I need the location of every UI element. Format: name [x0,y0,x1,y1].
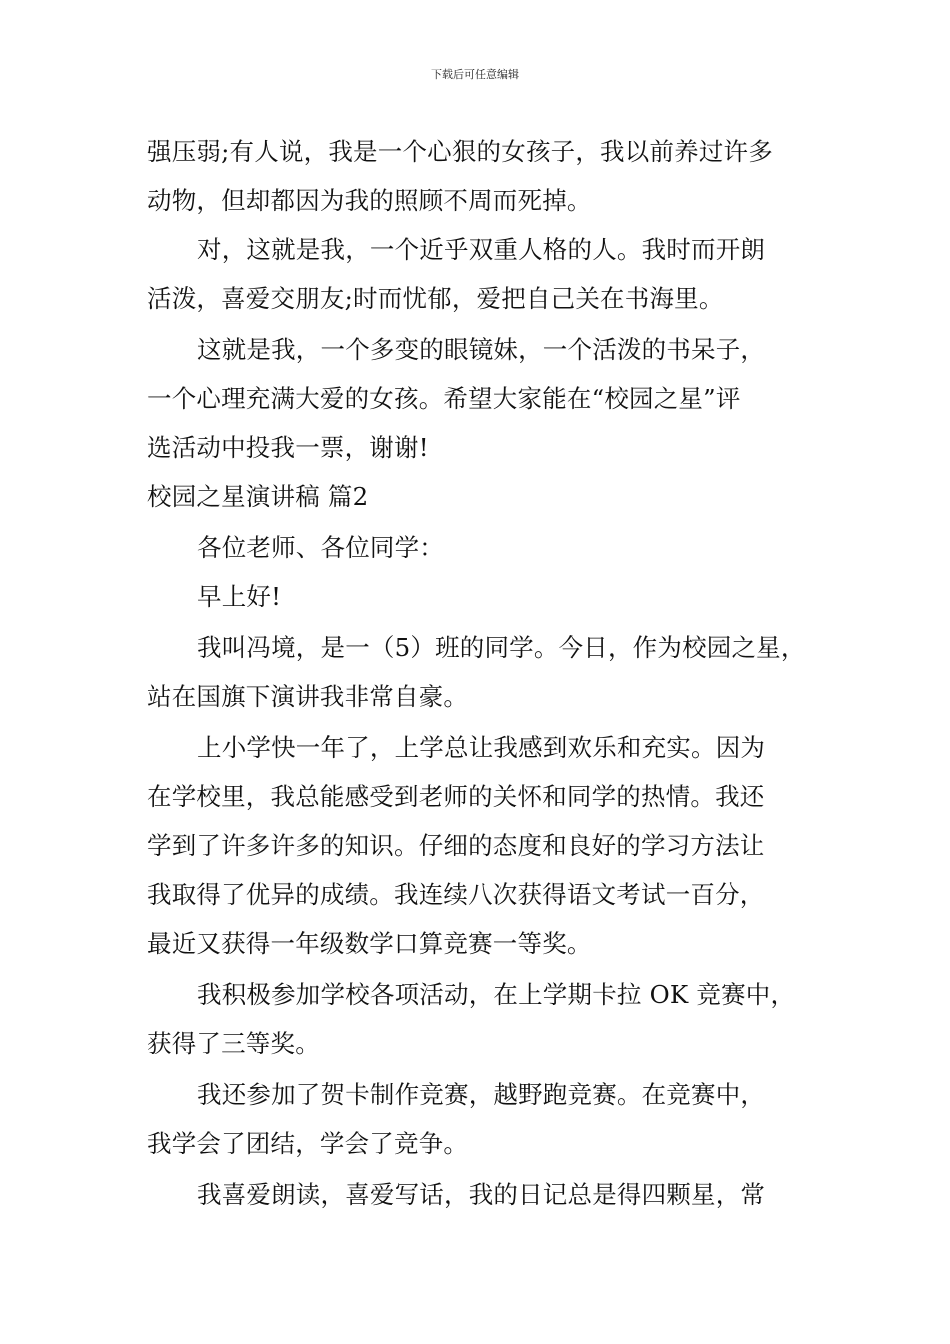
paragraph-line: 在学校里，我总能感受到老师的关怀和同学的热情。我还 [147,782,765,811]
paragraph-line: 各位老师、各位同学： [197,533,444,562]
paragraph-line: 最近又获得一年级数学口算竞赛一等奖。 [147,929,592,958]
page-header-note: 下载后可任意编辑 [431,68,519,81]
paragraph-line: 强压弱;有人说，我是一个心狠的女孩子，我以前养过许多 [147,137,773,166]
paragraph-line: 选活动中投我一票，谢谢! [147,433,429,462]
paragraph-line: 获得了三等奖。 [147,1029,320,1058]
paragraph-line: 我取得了优异的成绩。我连续八次获得语文考试一百分， [147,880,765,909]
paragraph-line: 一个心理充满大爱的女孩。希望大家能在“校园之星”评 [147,384,741,413]
paragraph-line: 早上好! [197,582,282,611]
paragraph-line: 这就是我，一个多变的眼镜妹，一个活泼的书呆子， [197,335,766,364]
paragraph-line: 动物，但却都因为我的照顾不周而死掉。 [147,186,592,215]
paragraph-line: 我喜爱朗读，喜爱写话，我的日记总是得四颗星，常 [197,1180,766,1209]
paragraph-line: 我学会了团结，学会了竞争。 [147,1129,469,1158]
paragraph-line: 我积极参加学校各项活动，在上学期卡拉 OK 竞赛中， [197,980,796,1009]
paragraph-line: 我还参加了贺卡制作竞赛，越野跑竞赛。在竞赛中， [197,1080,766,1109]
paragraph-line: 站在国旗下演讲我非常自豪。 [147,682,469,711]
section-heading: 校园之星演讲稿 篇2 [147,482,369,511]
paragraph-line: 我叫冯境，是一（5）班的同学。今日，作为校园之星， [197,633,806,662]
paragraph-line: 学到了许多许多的知识。仔细的态度和良好的学习方法让 [147,831,765,860]
paragraph-line: 活泼，喜爱交朋友;时而忧郁，爱把自己关在书海里。 [147,284,724,313]
paragraph-line: 上小学快一年了，上学总让我感到欢乐和充实。因为 [197,733,766,762]
paragraph-line: 对，这就是我，一个近乎双重人格的人。我时而开朗 [197,235,766,264]
